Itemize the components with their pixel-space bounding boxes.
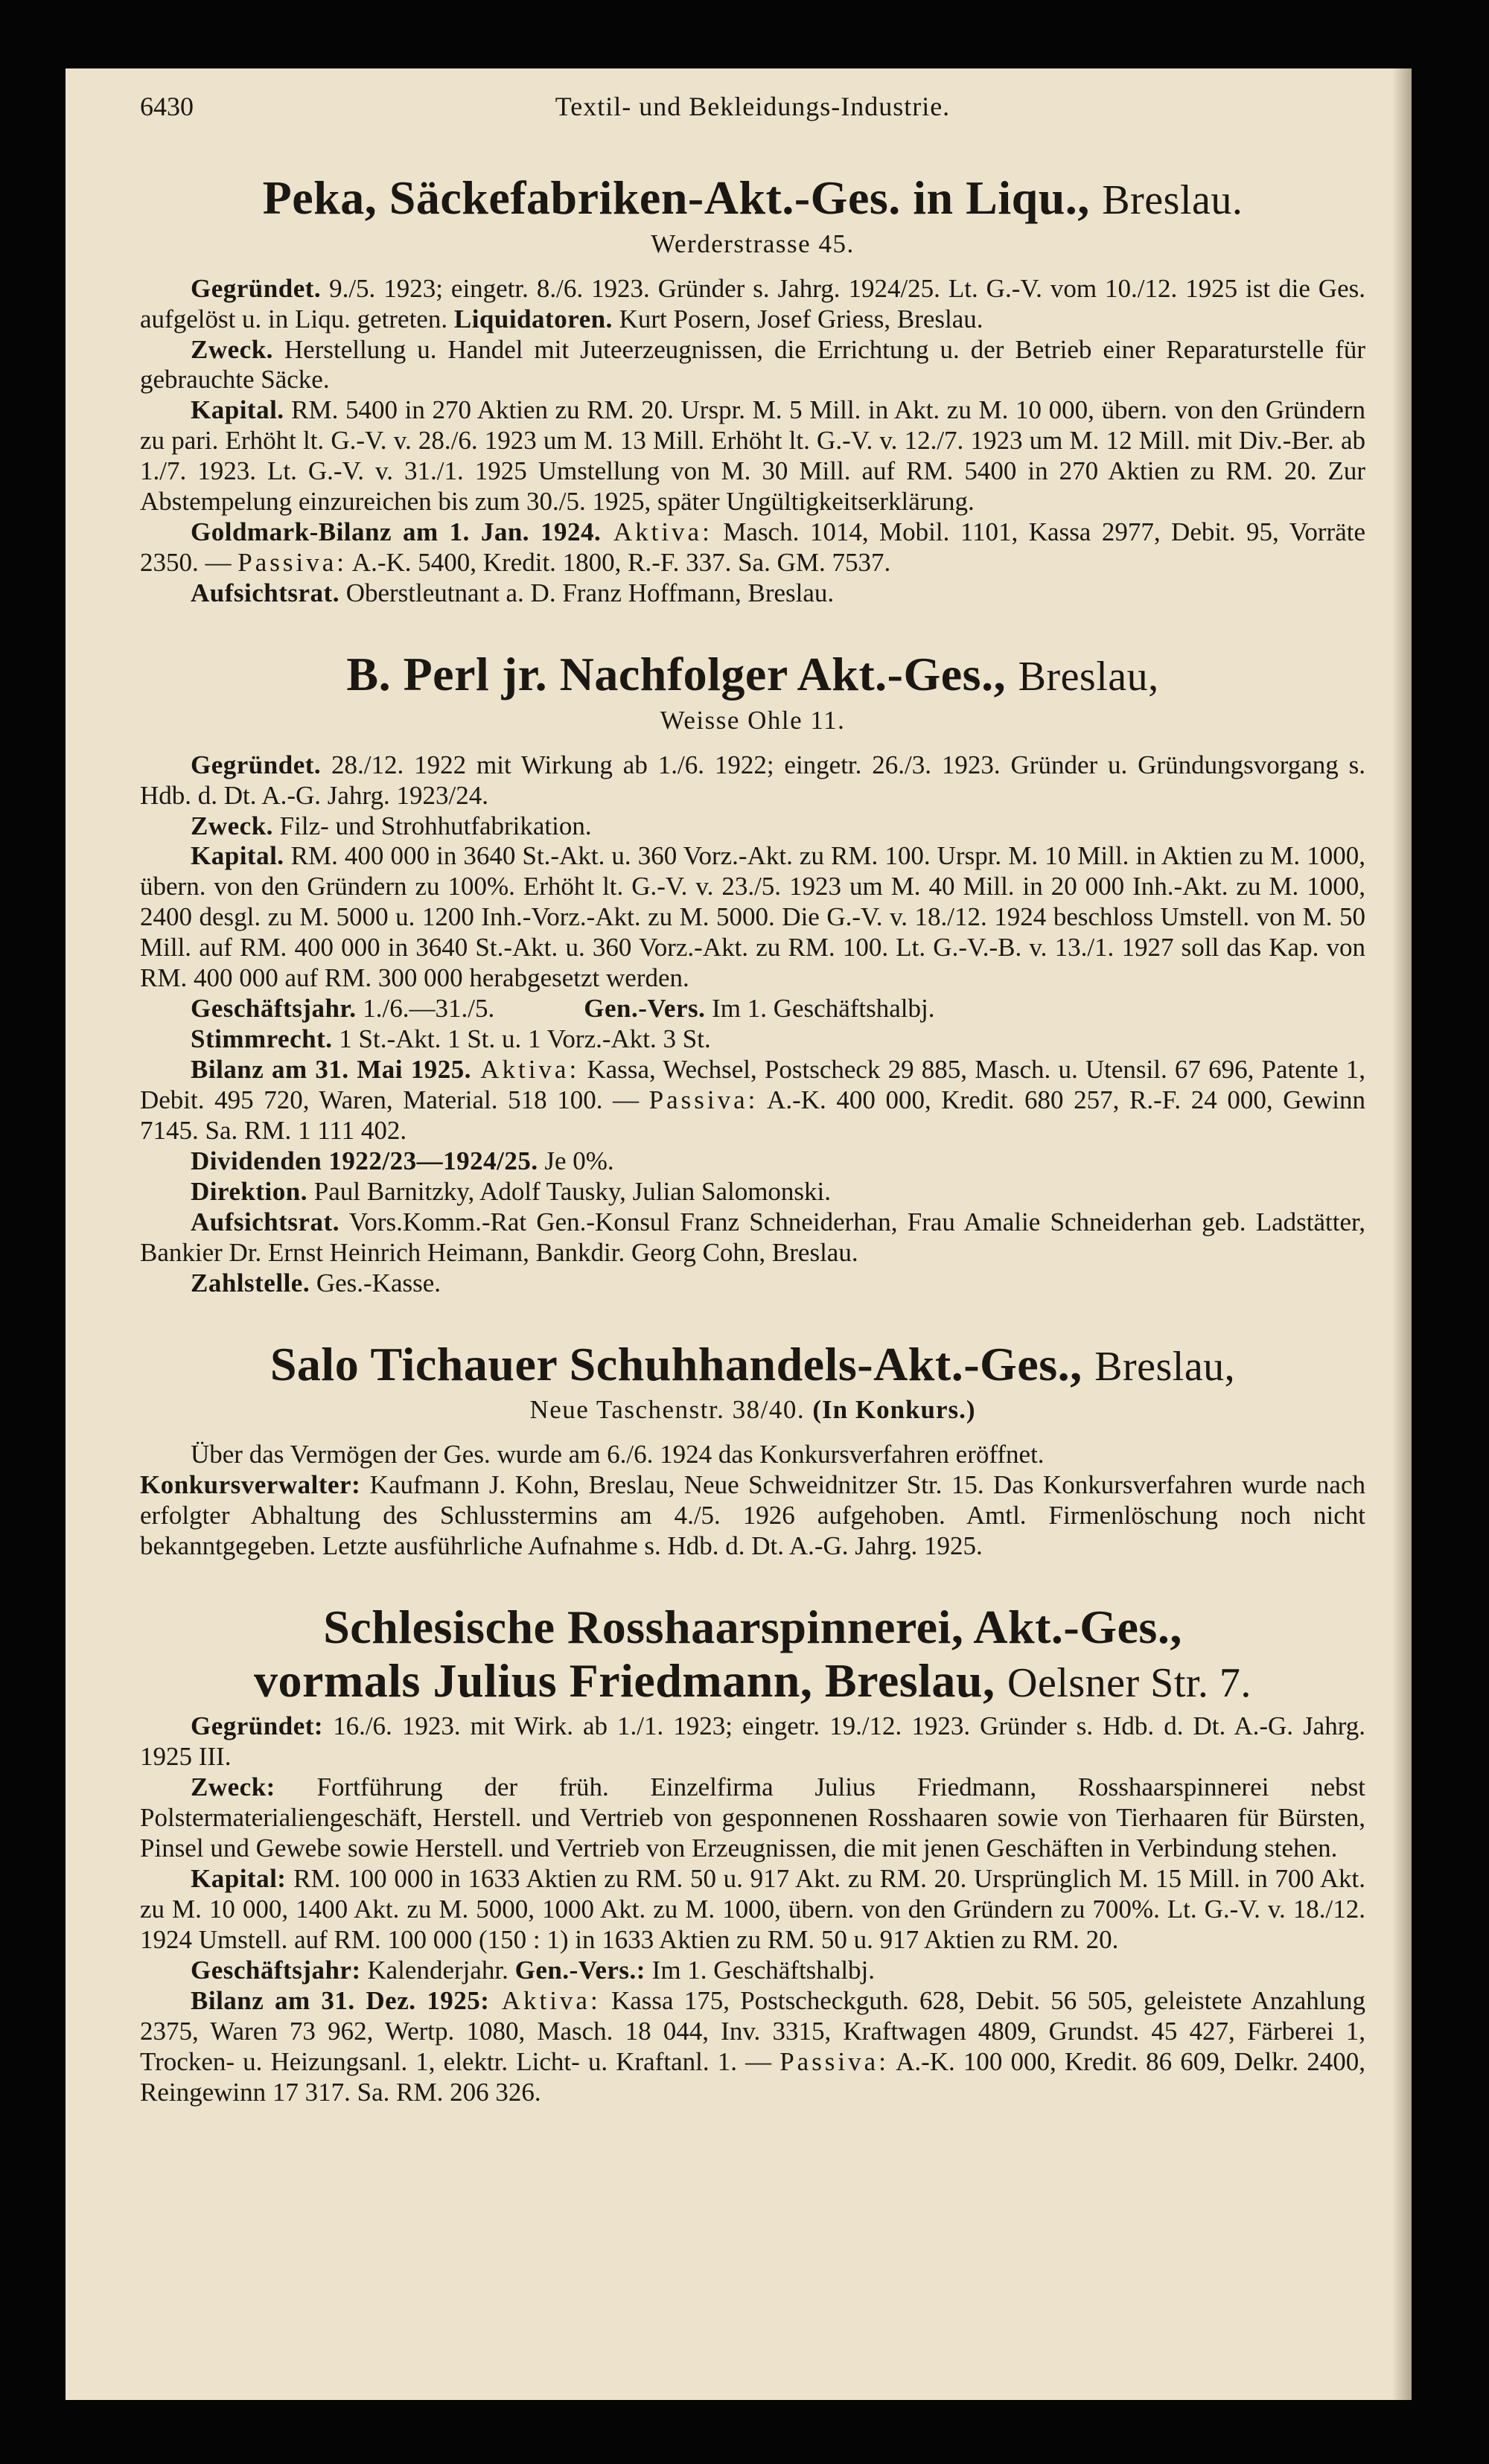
purpose-paragraph — [140, 1772, 1365, 1864]
passiva-text: A.-K. 400 000, Kredit. 680 257, R.-F. 24 000, Gewinn 7145. Sa. RM. 1 111 402. — [140, 1085, 1365, 1145]
purpose-text: Herstellung u. Handel mit Juteerzeugnissen, die Errichtung u. der Betrieb einer Reparaturstelle für gebrauchte Säcke. — [140, 334, 1365, 395]
company-address: Neue Taschenstr. 38/40. — [529, 1395, 806, 1425]
administrator-paragraph — [140, 1470, 1365, 1562]
label-general-meeting: Gen.-Vers.: — [514, 1955, 645, 1985]
label-balance: Bilanz am 31. Dez. 1925: — [191, 1985, 490, 2015]
fiscal-year-text: 1./6.—31./5. — [356, 994, 495, 1024]
founded-paragraph — [140, 274, 1365, 335]
company-location: Breslau. — [1102, 177, 1243, 223]
company-entry-rosshaarspinnerei — [140, 1600, 1365, 2108]
label-balance: Goldmark-Bilanz am 1. Jan. 1924. — [191, 517, 602, 547]
label-board: Aufsichtsrat. — [191, 578, 339, 608]
label-fiscal-year: Geschäftsjahr. — [191, 994, 357, 1024]
company-entry-perl — [140, 648, 1365, 1299]
company-entry-tichauer — [140, 1338, 1365, 1562]
administrator-text: Kaufmann J. Kohn, Breslau, Neue Schweidnitzer Str. 15. Das Konkursverfahren wurde nach erfolgter Abhaltung des Schlusstermins am 4./5. 1926 aufgehoben. Amtl. Firmenlöschung noch nicht bekanntgegeben. Letzte ausführliche Aufnahme s. Hdb. d. Dt. A.-G. Jahrg. 1925. — [140, 1470, 1365, 1561]
liquidators-text: Kurt Posern, Josef Griess, Breslau. — [612, 304, 983, 333]
page-shadow-edge — [1392, 68, 1412, 2400]
capital-text: RM. 5400 in 270 Aktien zu RM. 20. Urspr. M. 5 Mill. in Akt. zu M. 10 000, übern. von den Gründern zu pari. Erhöht lt. G.-V. v. 28./6. 1923 um M. 13 Mill. Erhöht lt. G.-V. v. 12./7. 1923 um M. 12 Mill. mit Div.-Ber. ab 1./7. 1923. Lt. G.-V. v. 31./1. 1925 Umstellung von M. 30 Mill. auf RM. 5400 in 270 Aktien zu RM. 20. Zur Abstempelung einzureichen bis zum 30./5. 1925, später Ungültigkeitserklärung. — [140, 395, 1365, 517]
capital-text: RM. 100 000 in 1633 Aktien zu RM. 50 u. 917 Akt. zu RM. 20. Ursprünglich M. 15 Mill. in 700 Akt. zu M. 10 000, 1400 Akt. zu M. 5000, 1000 Akt. zu M. 1000, übern. von den Gründern zu 700%. Lt. G.-V. v. 18./12. 1924 Umstell. auf RM. 100 000 (150 : 1) in 1633 Aktien zu RM. 50 u. 917 Aktien zu RM. 20. — [140, 1863, 1365, 1954]
capital-text: RM. 400 000 in 3640 St.-Akt. u. 360 Vorz.-Akt. zu RM. 100. Urspr. M. 10 Mill. in Aktien zu M. 1000, übern. von den Gründern zu 100%. Erhöht lt. G.-V. v. 23./5. 1923 um M. 40 Mill. in 20 000 Inh.-Akt. zu M. 1000, 2400 desgl. zu M. 5000 u. 1200 Inh.-Vorz.-Akt. zu M. 5000. Die G.-V. v. 18./12. 1924 beschloss Umstell. von M. 50 Mill. auf RM. 400 000 in 3640 St.-Akt. u. 360 Vorz.-Akt. zu RM. 100. Lt. G.-V.-B. v. 13./1. 1927 soll das Kap. von RM. 400 000 auf RM. 300 000 herabgesetzt werden. — [140, 841, 1365, 993]
aktiva-text: Masch. 1014, Mobil. 1101, Kassa 2977, Debit. 95, Vorräte 2350. — — [140, 517, 1365, 578]
label-fiscal-year: Geschäftsjahr: — [191, 1955, 361, 1985]
management-paragraph — [140, 1177, 1365, 1207]
aktiva-text: Kassa, Wechsel, Postscheck 29 885, Masch. u. Utensil. 67 696, Patente 1, Debit. 495 720, Waren, Material. 518 100. — — [140, 1055, 1365, 1114]
fiscal-year-text: Kalenderjahr. — [360, 1955, 508, 1985]
founded-text: 16./6. 1923. mit Wirk. ab 1./1. 1923; eingetr. 19./12. 1923. Gründer s. Hdb. d. Dt. A.-G. Jahrg. 1925 III. — [140, 1711, 1365, 1772]
founded-paragraph — [140, 750, 1365, 811]
fiscal-year-paragraph — [140, 1956, 1365, 1986]
label-purpose: Zweck: — [191, 1772, 275, 1802]
label-management: Direktion. — [191, 1176, 307, 1206]
label-purpose: Zweck. — [191, 334, 273, 364]
bankruptcy-paragraph — [140, 1440, 1365, 1470]
board-text: Oberstleutnant a. D. Franz Hoffmann, Breslau. — [339, 578, 835, 608]
label-liquidators: Liquidatoren. — [453, 304, 613, 333]
label-passiva: Passiva: — [779, 2046, 889, 2076]
company-address-line — [140, 1395, 1365, 1425]
company-name-line2: vormals Julius Friedmann, Breslau, — [254, 1653, 995, 1707]
company-name: Salo Tichauer Schuhhandels-Akt.-Ges., — [270, 1337, 1083, 1391]
founded-text: 9./5. 1923; eingetr. 8./6. 1923. Gründer s. Jahrg. 1924/25. Lt. G.-V. vom 10./12. 1925 ist die Ges. aufgelöst u. in Liqu. getreten. — [140, 273, 1365, 333]
passiva-text: A.-K. 5400, Kredit. 1800, R.-F. 337. Sa. GM. 7537. — [346, 548, 891, 578]
company-address: Weisse Ohle 11. — [660, 705, 846, 735]
company-name: B. Perl jr. Nachfolger Akt.-Ges., — [346, 647, 1007, 700]
bankruptcy-text: Über das Vermögen der Ges. wurde am 6./6. 1924 das Konkursverfahren eröffnet. — [191, 1440, 1045, 1469]
company-title — [140, 1600, 1365, 1707]
company-location: Breslau, — [1018, 653, 1159, 700]
company-title — [140, 1338, 1365, 1391]
balance-paragraph — [140, 517, 1365, 578]
label-administrator: Konkursverwalter: — [140, 1470, 361, 1500]
purpose-paragraph — [140, 335, 1365, 396]
label-founded: Gegründet. — [191, 273, 322, 303]
company-title — [140, 171, 1365, 225]
label-balance: Bilanz am 31. Mai 1925. — [191, 1055, 471, 1085]
capital-paragraph — [140, 841, 1365, 994]
label-passiva: Passiva: — [237, 548, 347, 578]
capital-paragraph — [140, 1864, 1365, 1956]
voting-paragraph — [140, 1024, 1365, 1055]
label-founded: Gegründet. — [191, 750, 322, 779]
label-aktiva: Aktiva: — [601, 517, 712, 547]
company-title — [140, 648, 1365, 701]
purpose-paragraph — [140, 811, 1365, 842]
document-page — [66, 68, 1412, 2400]
page-number: 6430 — [140, 92, 194, 121]
board-text: Vors.Komm.-Rat Gen.-Konsul Franz Schneiderhan, Frau Amalie Schneiderhan geb. Ladstätter, Bankier Dr. Ernst Heinrich Heimann, Bankdir. Georg Cohn, Breslau. — [140, 1207, 1365, 1267]
passiva-text: A.-K. 100 000, Kredit. 86 609, Delkr. 2400, Reingewinn 17 317. Sa. RM. 206 326. — [140, 2046, 1365, 2107]
board-paragraph — [140, 578, 1365, 609]
fiscal-year-paragraph — [140, 994, 1365, 1024]
company-location: Oelsner Str. 7. — [1007, 1659, 1252, 1706]
label-dividends: Dividenden 1922/23—1924/25. — [191, 1146, 538, 1175]
label-capital: Kapital. — [191, 841, 284, 871]
founded-text: 28./12. 1922 mit Wirkung ab 1./6. 1922; eingetr. 26./3. 1923. Gründer u. Gründungsvorgang s. Hdb. d. Dt. A.-G. Jahrg. 1923/24. — [140, 750, 1365, 810]
company-location: Breslau, — [1094, 1343, 1236, 1390]
label-capital: Kapital: — [191, 1863, 287, 1893]
purpose-text: Filz- und Strohhutfabrikation. — [272, 811, 592, 840]
general-meeting-text: Im 1. Geschäftshalbj. — [645, 1955, 876, 1985]
management-text: Paul Barnitzky, Adolf Tausky, Julian Salomonski. — [307, 1176, 832, 1206]
paying-agent-text: Ges.-Kasse. — [310, 1268, 441, 1298]
label-capital: Kapital. — [191, 395, 284, 425]
company-entry-peka — [140, 171, 1365, 609]
company-name: Peka, Säckefabriken-Akt.-Ges. in Liqu., — [262, 171, 1090, 224]
balance-paragraph — [140, 1986, 1365, 2108]
dividends-text: Je 0%. — [538, 1146, 614, 1175]
purpose-text: Fortführung der früh. Einzelfirma Julius Friedmann, Rosshaarspinnerei nebst Polstermaterialiengeschäft, Herstell. und Vertrieb von gesponnenen Rosshaaren sowie von Tierhaaren für Bürsten, Pinsel und Gewebe sowie Herstell. und Vertrieb von Erzeugnissen, die mit jenen Geschäften in Verbindung stehen. — [140, 1772, 1365, 1863]
page-header — [140, 91, 1365, 135]
capital-paragraph — [140, 395, 1365, 517]
balance-paragraph — [140, 1055, 1365, 1146]
general-meeting-text: Im 1. Geschäftshalbj. — [705, 994, 935, 1024]
founded-paragraph — [140, 1711, 1365, 1772]
running-title: Textil- und Bekleidungs-Industrie. — [555, 92, 951, 121]
label-founded: Gegründet: — [191, 1711, 324, 1741]
company-name-line1: Schlesische Rosshaarspinnerei, Akt.-Ges., — [323, 1600, 1182, 1653]
label-paying-agent: Zahlstelle. — [191, 1268, 310, 1298]
label-passiva: Passiva: — [648, 1085, 759, 1114]
bankruptcy-status: (In Konkurs.) — [812, 1395, 976, 1425]
label-purpose: Zweck. — [191, 811, 273, 840]
dividends-paragraph — [140, 1146, 1365, 1177]
board-paragraph — [140, 1207, 1365, 1268]
aktiva-text: Kassa 175, Postscheckguth. 628, Debit. 56 505, geleistete Anzahlung 2375, Waren 73 962, Wertp. 1080, Masch. 18 044, Inv. 3315, Kraftwagen 4809, Grundst. 45 427, Färberei 1, Trocken- u. Heizungsanl. 1, elektr. Licht- u. Kraftanl. 1. — — [140, 1985, 1365, 2076]
label-aktiva: Aktiva: — [489, 1985, 601, 2015]
company-address: Werderstrasse 45. — [651, 229, 855, 258]
label-aktiva: Aktiva: — [471, 1055, 580, 1085]
label-voting: Stimmrecht. — [191, 1024, 333, 1054]
paying-agent-paragraph — [140, 1268, 1365, 1299]
company-name-line2-wrap — [140, 1654, 1365, 1708]
voting-text: 1 St.-Akt. 1 St. u. 1 Vorz.-Akt. 3 St. — [332, 1024, 711, 1054]
label-board: Aufsichtsrat. — [191, 1207, 339, 1236]
label-general-meeting: Gen.-Vers. — [584, 994, 706, 1024]
